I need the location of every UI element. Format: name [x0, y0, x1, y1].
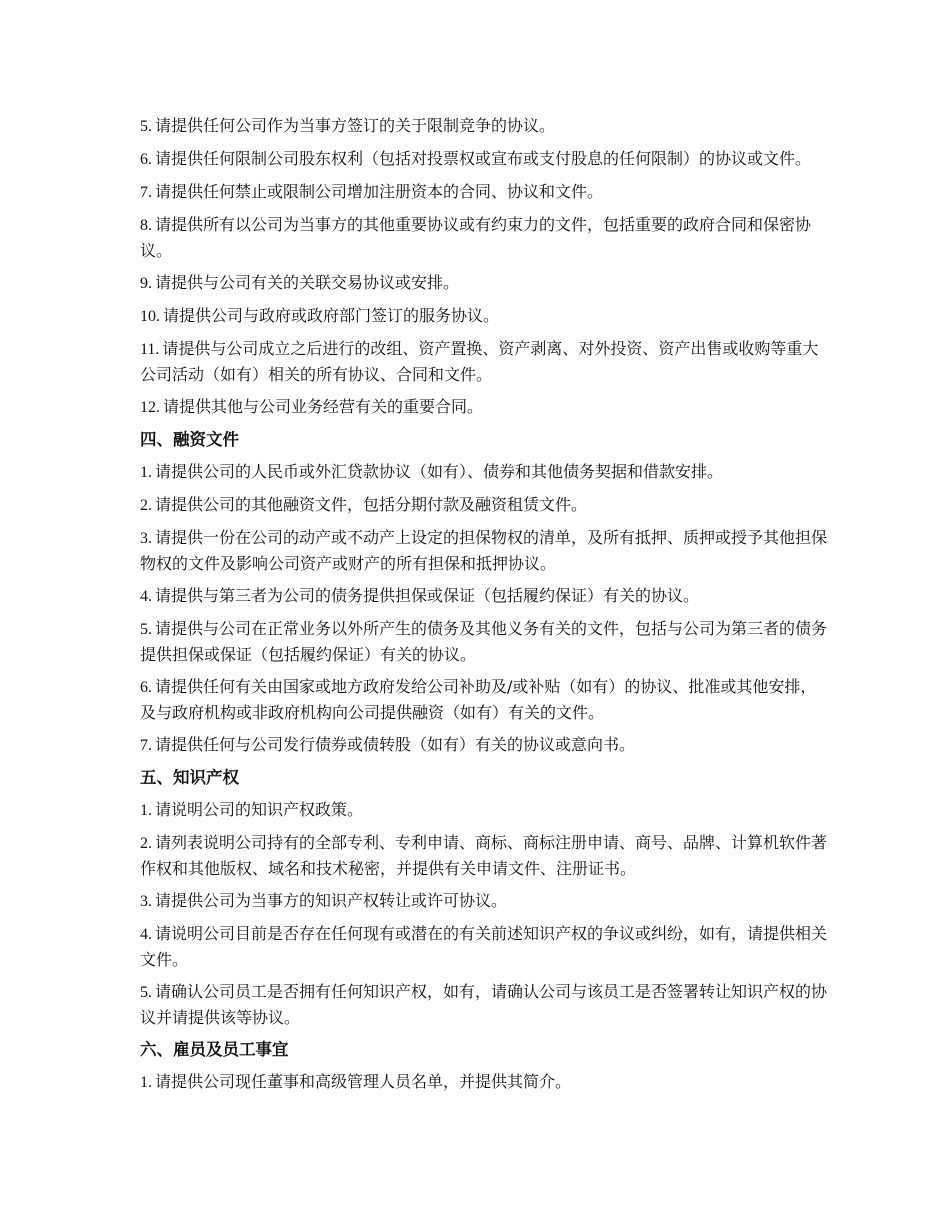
item-number: 2. — [140, 497, 152, 514]
item-text: 请说明公司的知识产权政策。 — [155, 800, 364, 819]
item-number: 12. — [140, 399, 160, 416]
item-text: 请提供任何有关由国家或地方政府发给公司补助及/或补贴（如有）的协议、批准或其他安排，及与政府机构或非政府机构向公司提供融资（如有）有关的文件。 — [140, 677, 817, 722]
item-text: 请提供所有以公司为当事方的其他重要协议或有约束力的文件，包括重要的政府合同和保密协议。 — [140, 215, 812, 260]
list-item — [140, 525, 830, 576]
item-number: 6. — [140, 151, 152, 168]
list-item — [140, 212, 830, 263]
section-heading-financing: 四、融资文件 — [140, 430, 239, 449]
item-text: 请提供一份在公司的动产或不动产上设定的担保物权的清单，及所有抵押、质押或授予其他担保物权的文件及影响公司资产或财产的所有担保和抵押协议。 — [140, 528, 828, 573]
item-number: 1. — [140, 464, 152, 481]
list-item — [140, 674, 830, 725]
list-item — [140, 459, 830, 485]
list-item — [140, 492, 830, 518]
item-number: 6. — [140, 679, 152, 696]
list-item — [140, 270, 830, 296]
list-item — [140, 979, 830, 1030]
item-text: 请提供与公司在正常业务以外所产生的债务及其他义务有关的文件，包括与公司为第三者的债务提供担保或保证（包括履约保证）有关的协议。 — [140, 619, 828, 664]
item-number: 1. — [140, 1074, 152, 1091]
item-text: 请提供公司为当事方的知识产权转让或许可协议。 — [155, 891, 508, 910]
list-item — [140, 113, 830, 139]
list-item — [140, 830, 830, 881]
item-text: 请提供任何禁止或限制公司增加注册资本的合同、协议和文件。 — [155, 182, 604, 201]
item-number: 3. — [140, 530, 152, 547]
item-number: 5. — [140, 621, 152, 638]
item-number: 9. — [140, 275, 152, 292]
list-item — [140, 732, 830, 758]
item-number: 10. — [140, 308, 160, 325]
list-item — [140, 179, 830, 205]
item-text: 请提供公司的人民币或外汇贷款协议（如有）、债券和其他债务契据和借款安排。 — [155, 462, 724, 481]
item-number: 11. — [140, 341, 160, 358]
item-number: 4. — [140, 926, 152, 943]
item-text: 请提供与公司有关的关联交易协议或安排。 — [155, 273, 460, 292]
list-item — [140, 888, 830, 914]
section-heading-employees: 六、雇员及员工事宜 — [140, 1040, 289, 1059]
list-item — [140, 797, 830, 823]
item-number: 1. — [140, 802, 152, 819]
item-number: 2. — [140, 835, 152, 852]
list-item — [140, 303, 830, 329]
item-text: 请提供任何公司作为当事方签订的关于限制竞争的协议。 — [155, 116, 556, 135]
item-text: 请列表说明公司持有的全部专利、专利申请、商标、商标注册申请、商号、品牌、计算机软件著作权和其他版权、域名和技术秘密，并提供有关申请文件、注册证书。 — [140, 833, 828, 878]
item-text: 请提供任何限制公司股东权利（包括对投票权或宣布或支付股息的任何限制）的协议或文件。 — [155, 149, 812, 168]
section-heading-ip: 五、知识产权 — [140, 768, 239, 787]
item-number: 3. — [140, 893, 152, 910]
list-item — [140, 616, 830, 667]
item-text: 请提供公司现任董事和高级管理人员名单，并提供其简介。 — [155, 1072, 572, 1091]
document-body — [140, 113, 830, 1102]
item-text: 请提供任何与公司发行债券或债转股（如有）有关的协议或意向书。 — [155, 735, 636, 754]
item-number: 7. — [140, 184, 152, 201]
item-number: 5. — [140, 118, 152, 135]
item-text: 请提供与公司成立之后进行的改组、资产置换、资产剥离、对外投资、资产出售或收购等重大公司活动（如有）相关的所有协议、合同和文件。 — [140, 339, 819, 384]
list-item — [140, 336, 830, 387]
item-number: 4. — [140, 588, 152, 605]
item-text: 请提供其他与公司业务经营有关的重要合同。 — [163, 397, 484, 416]
list-item — [140, 394, 830, 420]
item-text: 请提供公司的其他融资文件，包括分期付款及融资租赁文件。 — [155, 495, 588, 514]
list-item — [140, 583, 830, 609]
item-number: 5. — [140, 984, 152, 1001]
list-item — [140, 146, 830, 172]
list-item — [140, 1069, 830, 1095]
list-item — [140, 921, 830, 972]
item-text: 请确认公司员工是否拥有任何知识产权，如有，请确认公司与该员工是否签署转让知识产权的协议并请提供该等协议。 — [140, 982, 828, 1027]
item-text: 请说明公司目前是否存在任何现有或潜在的有关前述知识产权的争议或纠纷，如有，请提供相关文件。 — [140, 924, 828, 969]
item-text: 请提供公司与政府或政府部门签订的服务协议。 — [163, 306, 500, 325]
item-number: 7. — [140, 737, 152, 754]
item-text: 请提供与第三者为公司的债务提供担保或保证（包括履约保证）有关的协议。 — [155, 586, 700, 605]
item-number: 8. — [140, 217, 152, 234]
